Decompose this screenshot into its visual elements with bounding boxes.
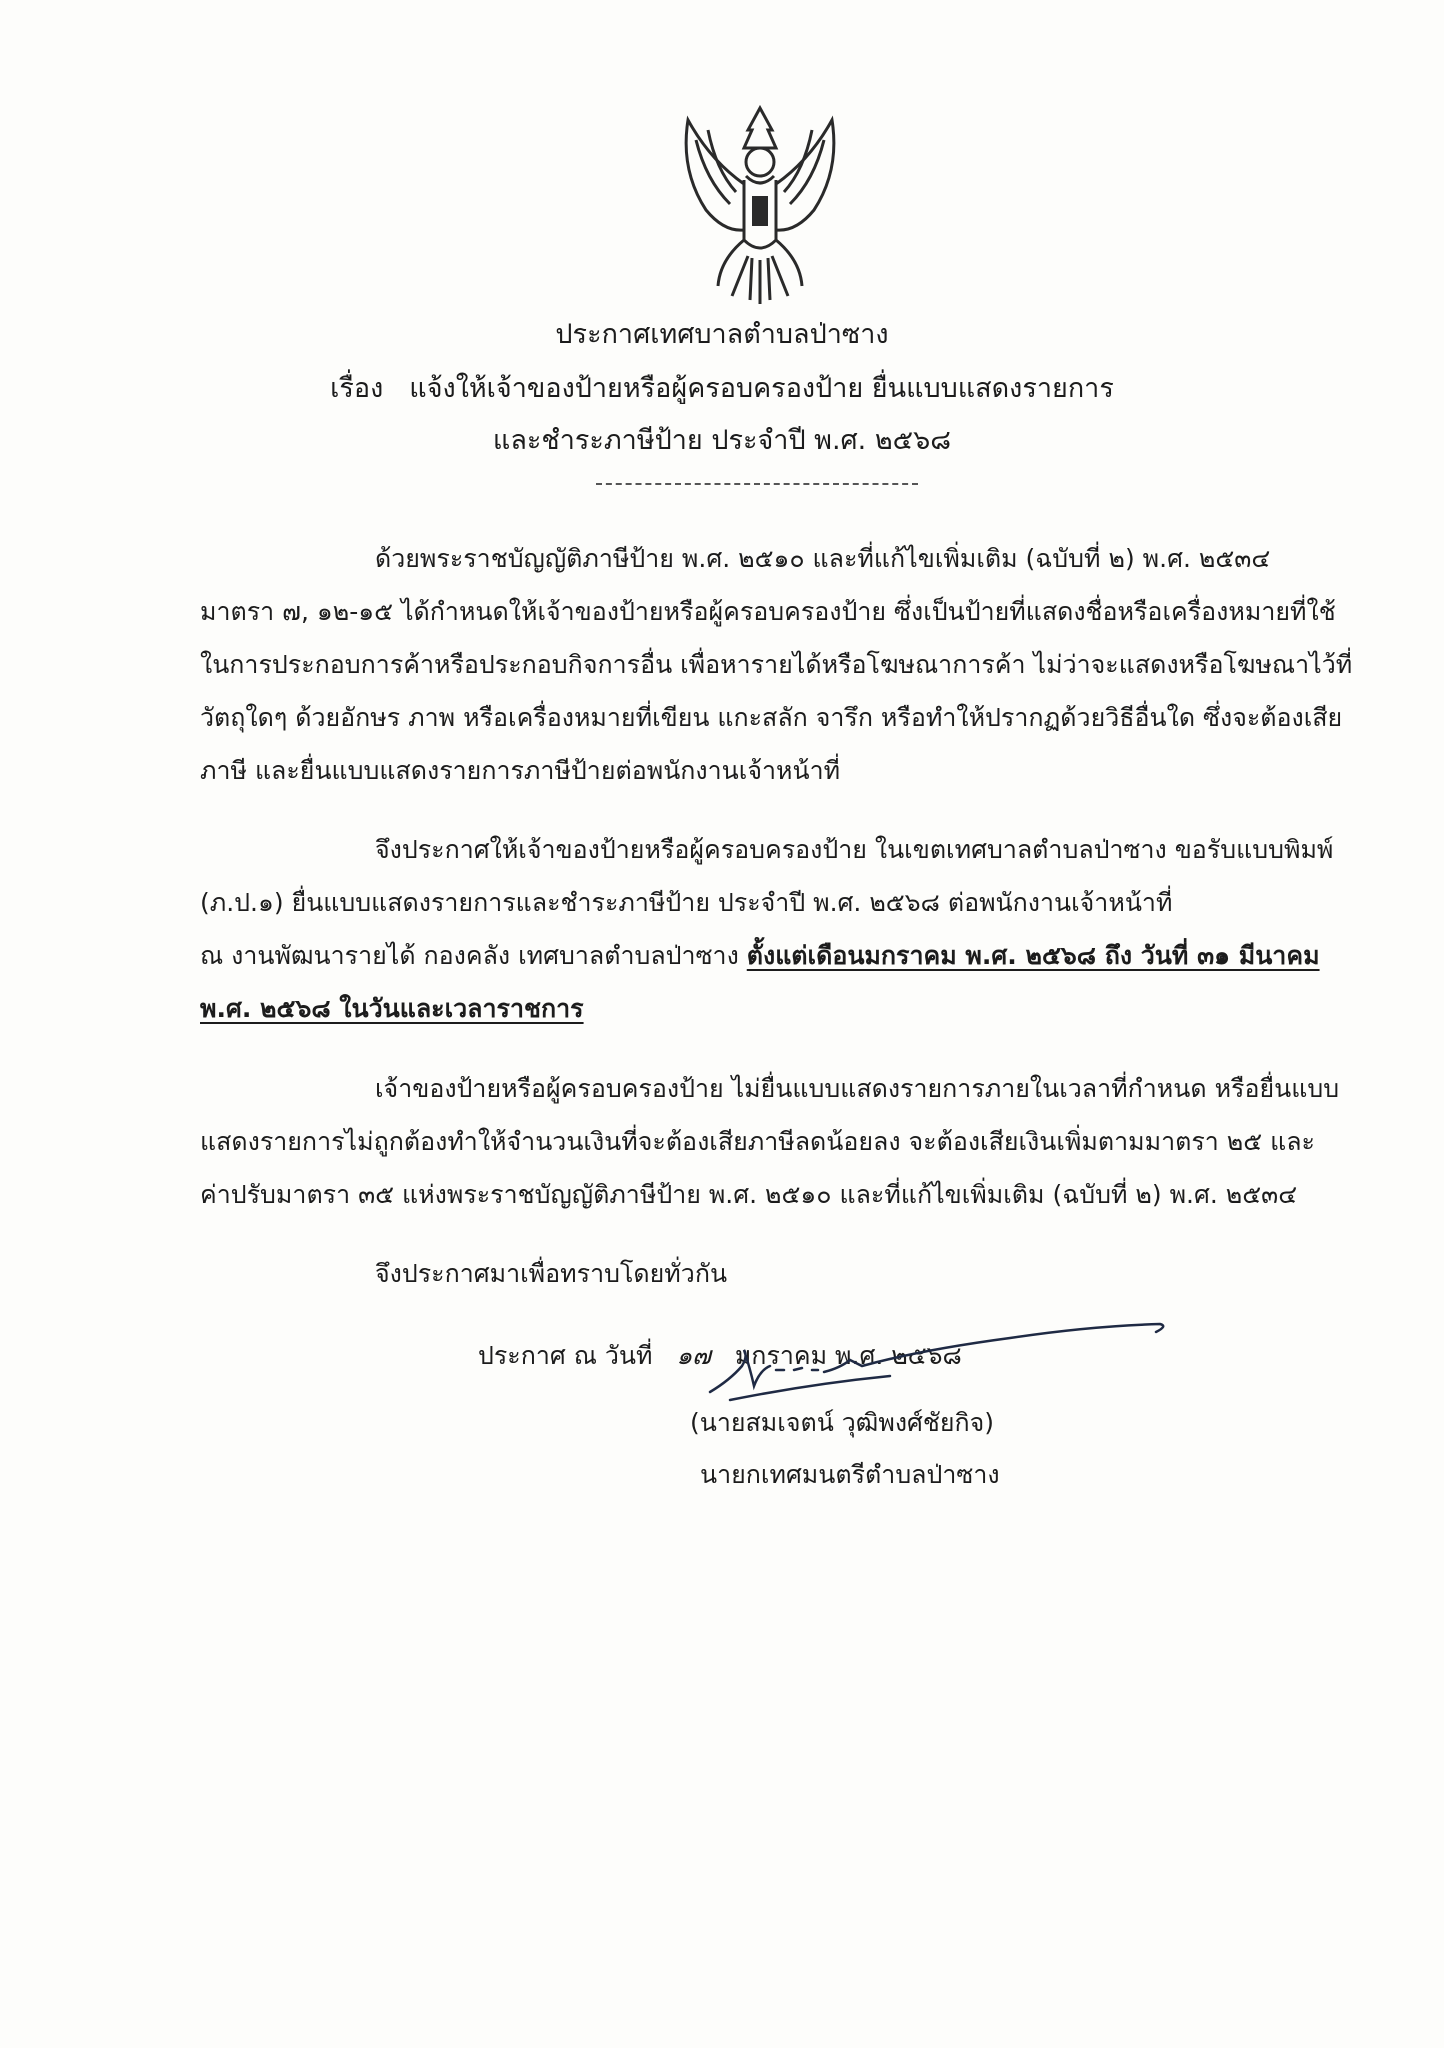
subject-line-2: และชำระภาษีป้าย ประจำปี พ.ศ. ๒๕๖๘: [492, 425, 952, 456]
closing-text: จึงประกาศมาเพื่อทราบโดยทั่วกัน: [375, 1259, 728, 1288]
signatory-name: (นายสมเจตน์ วุฒิพงศ์ชัยกิจ): [690, 1408, 995, 1437]
paragraph-1-line: ภาษี และยื่นแบบแสดงรายการภาษีป้ายต่อพนักงานเจ้าหน้าที่: [200, 756, 841, 785]
paragraph-2-line: (ภ.ป.๑) ยื่นแบบแสดงรายการและชำระภาษีป้าย ประจำปี พ.ศ. ๒๕๖๘ ต่อพนักงานเจ้าหน้าที่: [200, 888, 1173, 917]
paragraph-1-line: วัตถุใดๆ ด้วยอักษร ภาพ หรือเครื่องหมายที่เขียน แกะสลัก จารึก หรือทำให้ปรากฏด้วยวิธีอื่นใด ซึ่งจะต้องเสีย: [200, 703, 1343, 732]
signature-icon: [690, 1310, 1170, 1410]
announcement-title: ประกาศเทศบาลตำบลป่าซาง: [555, 319, 889, 350]
date-suffix: มกราคม พ.ศ. ๒๕๖๘: [734, 1341, 962, 1370]
garuda-emblem-icon: [660, 100, 860, 310]
paragraph-2-text: ณ งานพัฒนารายได้ กองคลัง เทศบาลตำบลป่าซาง: [200, 941, 747, 970]
signatory-position: นายกเทศมนตรีตำบลป่าซาง: [700, 1460, 1000, 1489]
subject-text-1: แจ้งให้เจ้าของป้ายหรือผู้ครอบครองป้าย ยื่นแบบแสดงรายการ: [409, 373, 1114, 404]
paragraph-1-line: ด้วยพระราชบัญญัติภาษีป้าย พ.ศ. ๒๕๑๐ และที่แก้ไขเพิ่มเติม (ฉบับที่ ๒) พ.ศ. ๒๕๓๔: [375, 544, 1271, 573]
title-divider: [596, 483, 918, 485]
date-prefix: ประกาศ ณ วันที่: [478, 1341, 653, 1370]
deadline-text: ตั้งแต่เดือนมกราคม พ.ศ. ๒๕๖๘ ถึง วันที่ ๓๑ มีนาคม: [746, 941, 1320, 970]
paragraph-2-line: จึงประกาศให้เจ้าของป้ายหรือผู้ครอบครองป้าย ในเขตเทศบาลตำบลป่าซาง ขอรับแบบพิมพ์: [375, 835, 1334, 864]
paragraph-1-line: มาตรา ๗, ๑๒-๑๕ ได้กำหนดให้เจ้าของป้ายหรือผู้ครอบครองป้าย ซึ่งเป็นป้ายที่แสดงชื่อหรือเครื่องหมายที่ใช้: [200, 597, 1336, 626]
subject-label: เรื่อง: [330, 373, 384, 404]
paragraph-1-line: ในการประกอบการค้าหรือประกอบกิจการอื่น เพื่อหารายได้หรือโฆษณาการค้า ไม่ว่าจะแสดงหรือโฆษณาไว้ที่: [200, 650, 1353, 679]
deadline-text-continued: พ.ศ. ๒๕๖๘ ในวันและเวลาราชการ: [200, 994, 584, 1023]
paragraph-3-line: แสดงรายการไม่ถูกต้องทำให้จำนวนเงินที่จะต้องเสียภาษีลดน้อยลง จะต้องเสียเงินเพิ่มตามมาตรา ๒๕ และ: [200, 1127, 1315, 1156]
subject-line-1: [0, 372, 1444, 406]
paragraph-3-line: เจ้าของป้ายหรือผู้ครอบครองป้าย ไม่ยื่นแบบแสดงรายการภายในเวลาที่กำหนด หรือยื่นแบบ: [375, 1074, 1340, 1103]
date-day-handwritten: ๑๗: [676, 1341, 711, 1370]
paragraph-3-line: ค่าปรับมาตรา ๓๕ แห่งพระราชบัญญัติภาษีป้าย พ.ศ. ๒๕๑๐ และที่แก้ไขเพิ่มเติม (ฉบับที่ ๒) พ.ศ. ๒๕๓๔: [200, 1180, 1298, 1209]
paragraph-2-line: [200, 940, 1320, 972]
